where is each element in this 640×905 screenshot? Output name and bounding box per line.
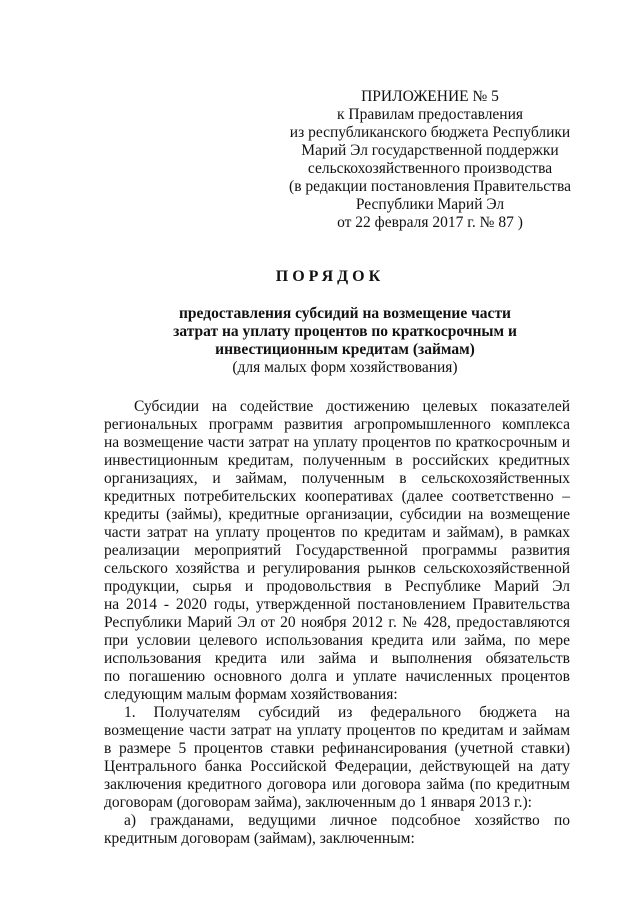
body-line: договорам (договорам займа), заключенным до 1 января 2013 г.):: [104, 794, 532, 811]
body-line: реализации мероприятий Государственной программы развития: [104, 542, 570, 559]
body-line: следующим малым формам хозяйствования:: [104, 686, 398, 703]
body-line: заключения кредитного договора или договора займа (по кредитным: [104, 776, 570, 793]
body-line: кредитным договорам (займам), заключенным:: [104, 830, 415, 847]
body-line: продукции, сырья и продовольствия в Республике Марий Эл: [104, 578, 570, 595]
body-line: при условии целевого использования кредита или займа, по мере: [104, 632, 570, 649]
body-line: на возмещение части затрат на уплату процентов по краткосрочным и: [104, 434, 570, 451]
subtitle-line: инвестиционным кредитам (займам): [215, 341, 475, 358]
body-line: 1. Получателям субсидий из федерального бюджета на: [124, 704, 570, 721]
body-line: Субсидии на содействие достижению целевых показателей: [134, 398, 570, 415]
appendix-line: от 22 февраля 2017 г. № 87 ): [337, 214, 523, 231]
appendix-line: из республиканского бюджета Республики: [289, 124, 571, 141]
document-title: ПОРЯДОК: [275, 268, 385, 285]
appendix-line: (в редакции постановления Правительства: [289, 178, 571, 195]
document-body: [104, 398, 570, 848]
document-subtitle: [150, 305, 540, 377]
body-line: кредитных потребительских кооперативах (далее соответственно –: [104, 488, 570, 505]
body-line: организациях, и займам, полученным в сельскохозяйственных: [104, 470, 570, 487]
body-line: а) гражданами, ведущими личное подсобное хозяйство по: [124, 812, 570, 829]
subtitle-line: предоставления субсидий на возмещение части: [179, 305, 511, 322]
body-line: части затрат на уплату процентов по кредитам и займам), в рамках: [104, 524, 570, 541]
body-line: Республики Марий Эл от 20 ноября 2012 г. № 428, предоставляются: [104, 614, 570, 631]
appendix-line: к Правилам предоставления: [336, 106, 524, 123]
body-line: инвестиционным кредитам, полученным в российских кредитных: [104, 452, 570, 469]
body-line: на 2014 - 2020 годы, утвержденной постановлением Правительства: [104, 596, 570, 613]
appendix-line: ПРИЛОЖЕНИЕ № 5: [361, 88, 499, 105]
body-line: использования кредита или займа и выполнения обязательств: [104, 650, 570, 667]
appendix-line: Марий Эл государственной поддержки: [301, 142, 559, 159]
body-line: сельского хозяйства и регулирования рынков сельскохозяйственной: [104, 560, 570, 577]
body-line: в размере 5 процентов ставки рефинансирования (учетной ставки): [104, 740, 570, 757]
subtitle-note: (для малых форм хозяйствования): [232, 359, 458, 376]
appendix-line: сельскохозяйственного производства: [307, 160, 553, 177]
appendix-line: Республики Марий Эл: [355, 196, 505, 213]
body-line: региональных программ развития агропромышленного комплекса: [104, 416, 570, 433]
body-line: кредиты (займы), кредитные организации, субсидии на возмещение: [104, 506, 570, 523]
subtitle-line: затрат на уплату процентов по краткосрочным и: [173, 323, 517, 340]
body-line: по погашению основного долга и уплате начисленных процентов: [104, 668, 570, 685]
appendix-header: [280, 88, 580, 232]
body-line: Центрального банка Российской Федерации, действующей на дату: [104, 758, 570, 775]
body-line: возмещение части затрат на уплату процентов по кредитам и займам: [104, 722, 570, 739]
